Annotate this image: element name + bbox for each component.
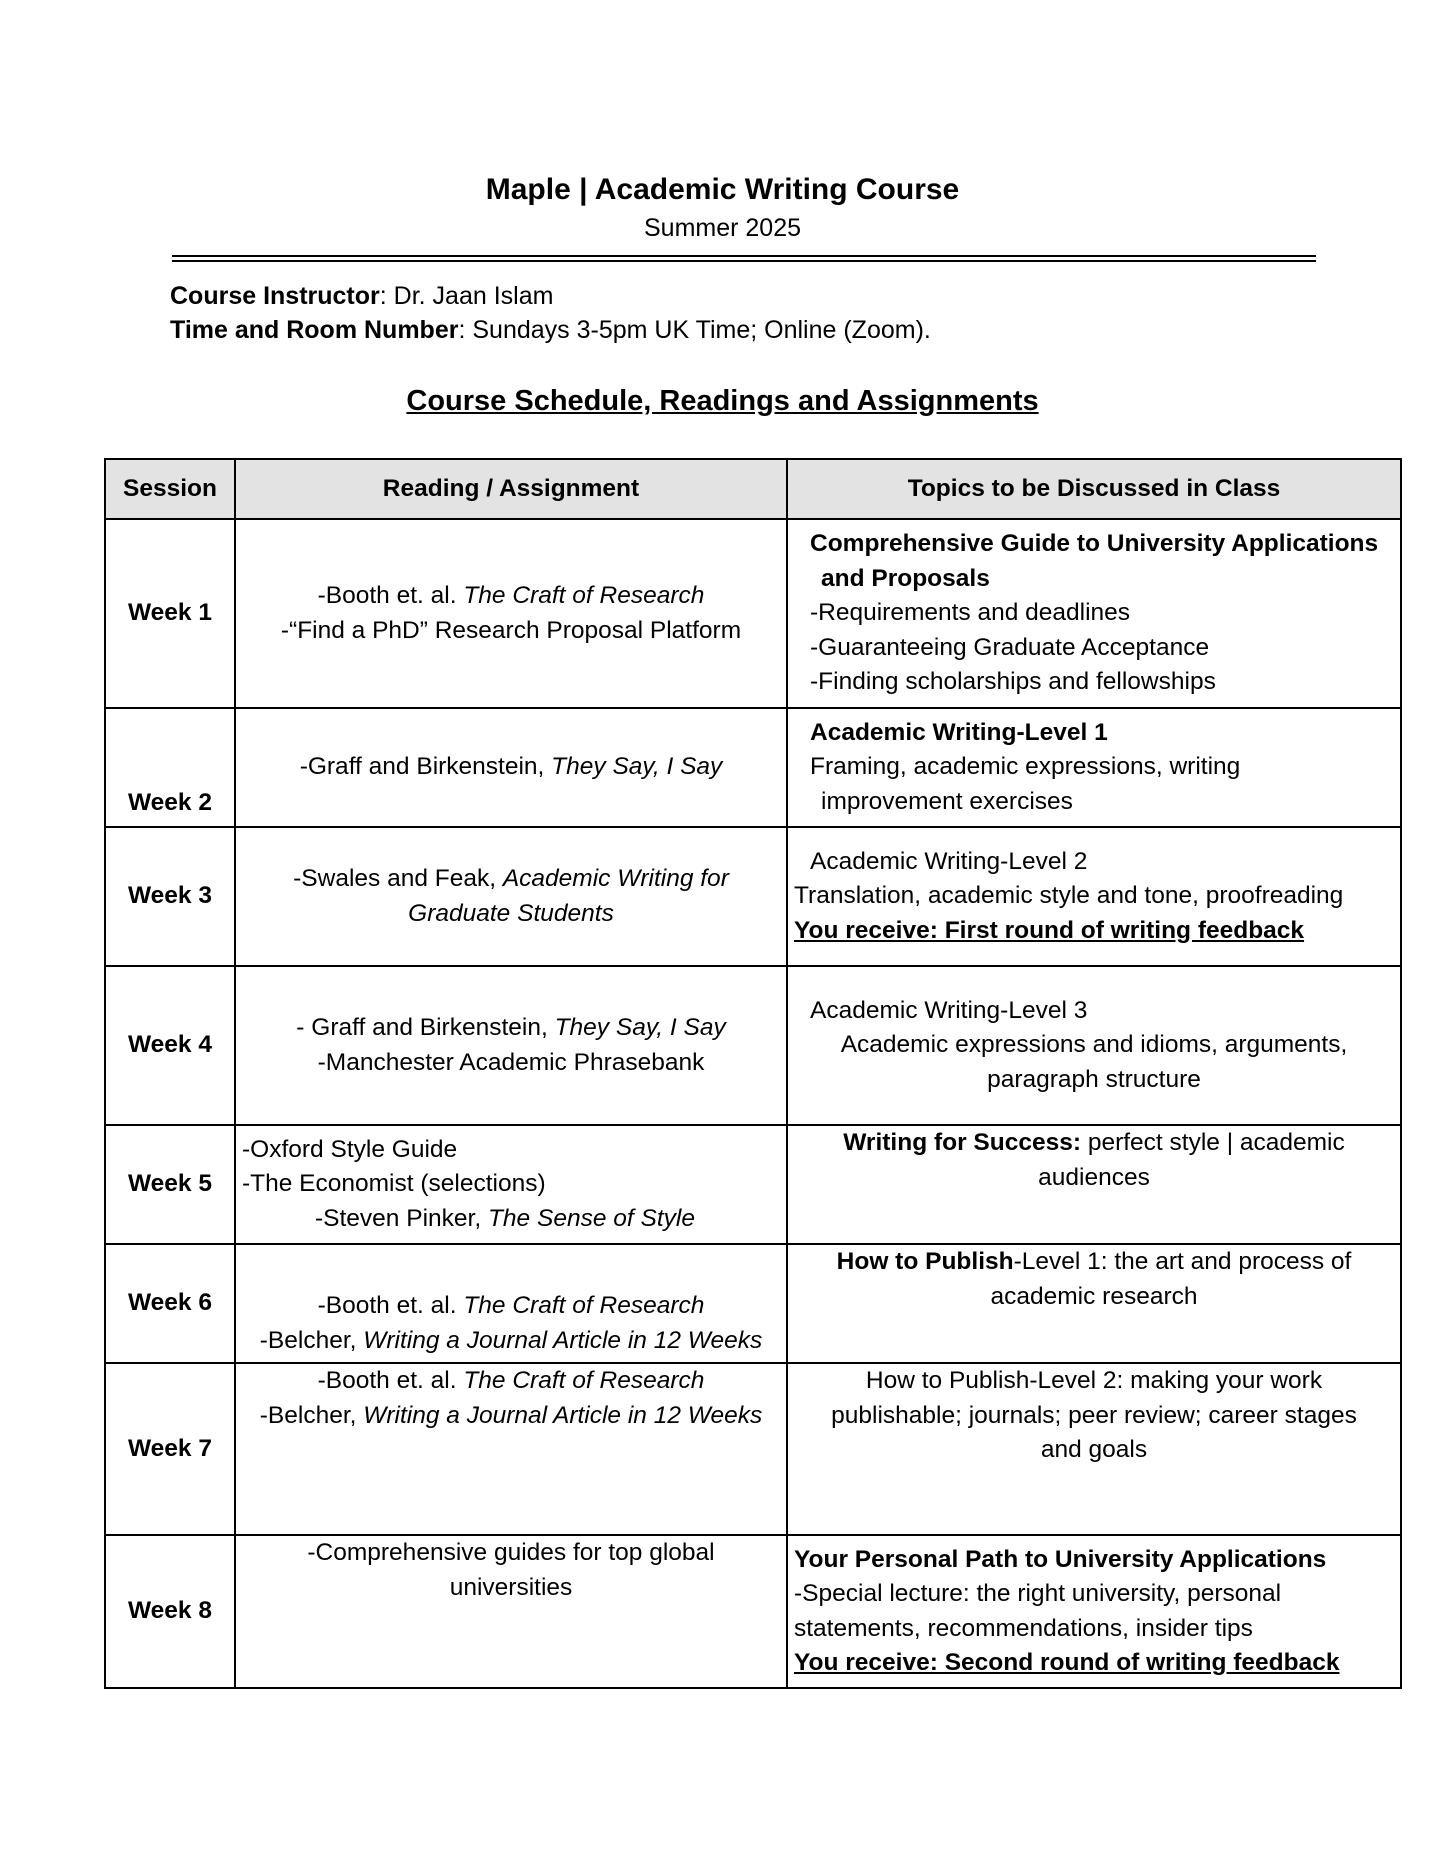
course-title: Maple | Academic Writing Course bbox=[485, 173, 960, 206]
schedule-table bbox=[104, 458, 1402, 1689]
header-divider bbox=[172, 255, 1316, 257]
topics-cell bbox=[787, 708, 1401, 827]
topics-cell bbox=[787, 1363, 1401, 1535]
reading-cell bbox=[235, 1244, 787, 1363]
table-row bbox=[105, 708, 1401, 827]
session-cell: Week 3 bbox=[105, 827, 235, 966]
topic-heading: Your Personal Path to University Applications bbox=[794, 1545, 1327, 1573]
table-row bbox=[105, 1244, 1401, 1363]
reading-cell bbox=[235, 1363, 787, 1535]
reading-title: The Sense of Style bbox=[487, 1204, 695, 1232]
topic-text: -Requirements and deadlines bbox=[810, 599, 1131, 627]
reading-title: They Say, I Say bbox=[554, 1014, 726, 1041]
session-cell: Week 1 bbox=[105, 519, 235, 708]
feedback-note: You receive: Second round of writing feedback bbox=[794, 1649, 1340, 1676]
reading-text: -Oxford Style Guide bbox=[242, 1135, 458, 1163]
reading-text: -The Economist (selections) bbox=[242, 1170, 546, 1198]
topic-text: Translation, academic style and tone, proofreading bbox=[794, 882, 1344, 910]
topic-text: Academic Writing-Level 2 bbox=[810, 847, 1088, 875]
session-cell: Week 8 bbox=[105, 1535, 235, 1688]
topic-text: paragraph structure bbox=[987, 1065, 1201, 1093]
topic-text: -Guaranteeing Graduate Acceptance bbox=[810, 633, 1210, 661]
reading-text: -Booth et. al. bbox=[317, 1292, 464, 1319]
header-session: Session bbox=[105, 459, 235, 519]
topics-cell bbox=[787, 519, 1401, 708]
topic-text: and goals bbox=[1040, 1436, 1148, 1463]
topic-heading: and Proposals bbox=[821, 564, 990, 592]
table-row bbox=[105, 519, 1401, 708]
instructor-line bbox=[170, 280, 553, 312]
reading-cell bbox=[235, 708, 787, 827]
topic-text: -Special lecture: the right university, personal bbox=[794, 1580, 1282, 1607]
course-term: Summer 2025 bbox=[643, 214, 802, 242]
reading-title: The Craft of Research bbox=[463, 1292, 705, 1319]
reading-text: universities bbox=[449, 1573, 573, 1601]
time-room-value: : Sundays 3-5pm UK Time; Online (Zoom). bbox=[458, 316, 931, 344]
table-row bbox=[105, 1535, 1401, 1688]
topic-text: perfect style | academic bbox=[1081, 1129, 1345, 1156]
topic-heading: How to Publish bbox=[836, 1248, 1014, 1275]
reading-text: -Graff and Birkenstein, bbox=[299, 753, 552, 781]
reading-text: -Swales and Feak, bbox=[293, 865, 503, 892]
topics-cell bbox=[787, 827, 1401, 966]
session-cell: Week 7 bbox=[105, 1363, 235, 1535]
topics-cell bbox=[787, 1244, 1401, 1363]
reading-text: -Belcher, bbox=[259, 1326, 364, 1354]
reading-title: Writing a Journal Article in 12 Weeks bbox=[363, 1401, 763, 1429]
reading-cell bbox=[235, 519, 787, 708]
session-cell: Week 4 bbox=[105, 966, 235, 1125]
feedback-note: You receive: First round of writing feedback bbox=[794, 916, 1305, 944]
instructor-label: Course Instructor bbox=[170, 282, 380, 310]
reading-text: -Booth et. al. bbox=[317, 582, 464, 609]
topic-text: improvement exercises bbox=[821, 787, 1073, 815]
time-room-line bbox=[170, 314, 931, 346]
session-cell: Week 2 bbox=[105, 708, 235, 827]
topics-cell bbox=[787, 966, 1401, 1125]
reading-text: -Manchester Academic Phrasebank bbox=[317, 1048, 705, 1076]
reading-title: The Craft of Research bbox=[463, 1367, 705, 1394]
table-row bbox=[105, 966, 1401, 1125]
reading-text: -Steven Pinker, bbox=[315, 1204, 488, 1232]
header-divider-second bbox=[172, 260, 1316, 262]
reading-cell bbox=[235, 827, 787, 966]
reading-title: They Say, I Say bbox=[551, 753, 723, 781]
reading-title: Graduate Students bbox=[408, 899, 614, 927]
reading-title: Writing a Journal Article in 12 Weeks bbox=[363, 1326, 763, 1354]
reading-title: Academic Writing for bbox=[502, 865, 729, 892]
table-header-row bbox=[105, 459, 1401, 519]
session-cell: Week 6 bbox=[105, 1244, 235, 1363]
topic-text: publishable; journals; peer review; career stages bbox=[831, 1401, 1357, 1429]
topic-text: statements, recommendations, insider tips bbox=[794, 1614, 1253, 1642]
topics-cell bbox=[787, 1535, 1401, 1688]
reading-text: -Belcher, bbox=[259, 1401, 364, 1429]
topic-text: academic research bbox=[990, 1282, 1198, 1310]
header-topics: Topics to be Discussed in Class bbox=[787, 459, 1401, 519]
topic-text: audiences bbox=[1038, 1163, 1150, 1191]
topic-text: Framing, academic expressions, writing bbox=[810, 753, 1241, 781]
topic-text: -Level 1: the art and process of bbox=[1013, 1248, 1352, 1275]
topic-text: -Finding scholarships and fellowships bbox=[810, 668, 1216, 696]
topic-text: How to Publish-Level 2: making your work bbox=[865, 1367, 1323, 1394]
session-cell: Week 5 bbox=[105, 1125, 235, 1244]
reading-text: -Booth et. al. bbox=[317, 1367, 464, 1394]
instructor-value: : Dr. Jaan Islam bbox=[379, 282, 554, 310]
table-row bbox=[105, 1125, 1401, 1244]
topic-heading: Writing for Success: bbox=[843, 1129, 1082, 1156]
topic-heading: Academic Writing-Level 1 bbox=[810, 718, 1108, 746]
header-reading: Reading / Assignment bbox=[235, 459, 787, 519]
topic-text: Academic Writing-Level 3 bbox=[810, 996, 1088, 1024]
reading-text: - Graff and Birkenstein, bbox=[296, 1014, 555, 1041]
topic-heading: Comprehensive Guide to University Applications bbox=[810, 530, 1379, 558]
table-row bbox=[105, 827, 1401, 966]
table-row bbox=[105, 1363, 1401, 1535]
reading-text: -“Find a PhD” Research Proposal Platform bbox=[280, 616, 742, 644]
time-room-label: Time and Room Number bbox=[170, 316, 459, 344]
topics-cell bbox=[787, 1125, 1401, 1244]
schedule-heading: Course Schedule, Readings and Assignments bbox=[406, 385, 1039, 417]
reading-cell bbox=[235, 1125, 787, 1244]
reading-title: The Craft of Research bbox=[463, 582, 705, 609]
reading-cell bbox=[235, 966, 787, 1125]
reading-text: -Comprehensive guides for top global bbox=[307, 1539, 715, 1566]
reading-cell bbox=[235, 1535, 787, 1688]
topic-text: Academic expressions and idioms, arguments, bbox=[840, 1031, 1348, 1059]
